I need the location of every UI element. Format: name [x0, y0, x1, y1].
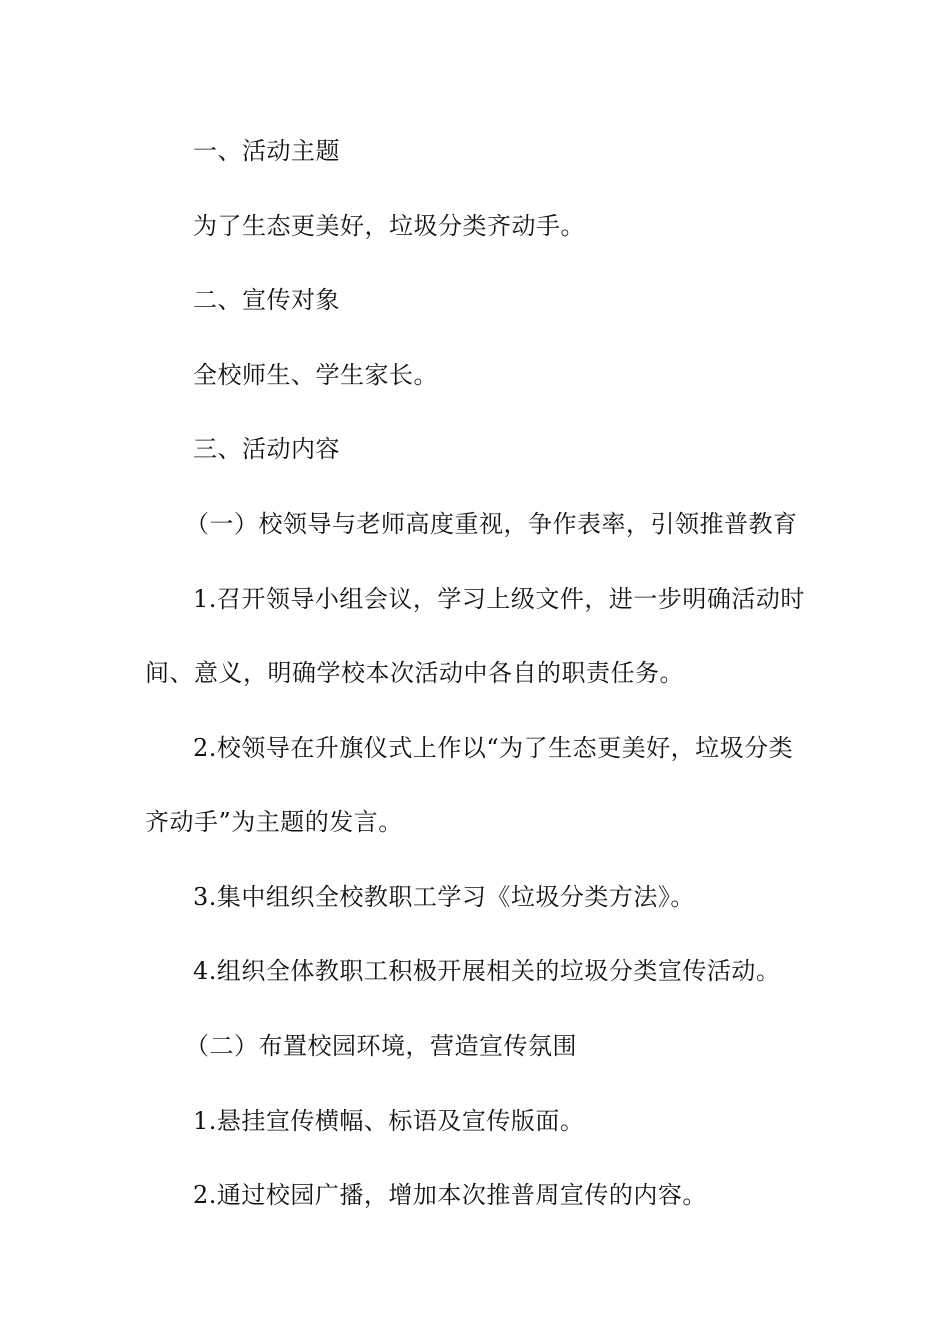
list-item-2-line-1: 2.校领导在升旗仪式上作以“为了生态更美好，垃圾分类	[193, 734, 794, 762]
paragraph-target-audience: 全校师生、学生家长。	[193, 361, 438, 389]
list-item-3: 3.集中组织全校教职工学习《垃圾分类方法》。	[193, 883, 695, 911]
subheading-leadership: （一）校领导与老师高度重视，争作表率，引领推普教育	[185, 510, 798, 538]
list-item-4: 4.组织全体教职工积极开展相关的垃圾分类宣传活动。	[193, 957, 781, 985]
list-item-1-line-1: 1.召开领导小组会议，学习上级文件，进一步明确活动时	[193, 585, 805, 613]
subheading-campus-environment: （二）布置校园环境，营造宣传氛围	[185, 1032, 577, 1060]
heading-activity-theme: 一、活动主题	[193, 137, 340, 165]
heading-activity-content: 三、活动内容	[193, 435, 340, 463]
paragraph-theme-slogan: 为了生态更美好，垃圾分类齐动手。	[193, 212, 585, 240]
list-item-env-2: 2.通过校园广播，增加本次推普周宣传的内容。	[193, 1181, 707, 1209]
list-item-1-line-2: 间、意义，明确学校本次活动中各自的职责任务。	[145, 659, 684, 687]
heading-target-audience: 二、宣传对象	[193, 286, 340, 314]
list-item-env-1: 1.悬挂宣传横幅、标语及宣传版面。	[193, 1107, 585, 1135]
list-item-2-line-2: 齐动手”为主题的发言。	[145, 808, 403, 836]
